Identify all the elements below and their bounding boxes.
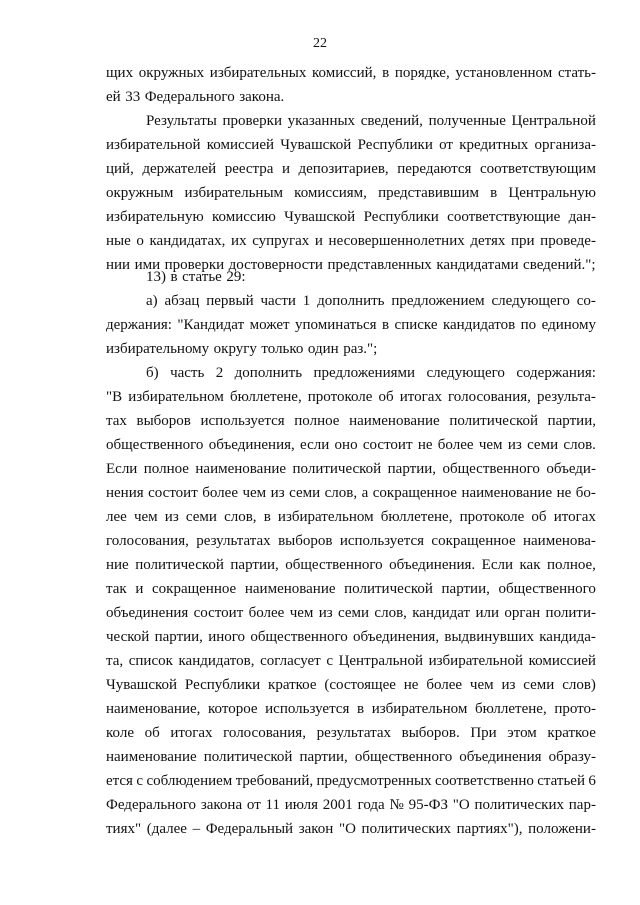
- text-line: голосования, результатах выборов используется сокращенное наименова-: [106, 533, 596, 549]
- text-line: ческой партии, иного общественного объединения, выдвинувших кандида-: [106, 629, 596, 645]
- text-line: тиях" (далее – Федеральный закон "О политических партиях"), положени-: [106, 821, 596, 837]
- text-line: та, список кандидатов, согласует с Центральной избирательной комиссией: [106, 653, 596, 669]
- text-line: объединения состоит более чем из семи слов, кандидат или орган полити-: [106, 605, 596, 621]
- paragraph: [106, 265, 596, 289]
- text-line: ные о кандидатах, их супругах и несовершеннолетних детях при проведе-: [106, 233, 596, 249]
- text-line: наименование политической партии, общественного объединения образу-: [106, 749, 596, 765]
- text-line: избирательному округу только один раз.";: [106, 341, 378, 357]
- text-line: нии ими проверки достоверности представленных кандидатами сведений.";: [106, 257, 596, 273]
- text-line: ей 33 Федерального закона.: [106, 89, 285, 105]
- text-line: тах выборов используется полное наименование политической партии,: [106, 413, 596, 429]
- text-line: ется с соблюдением требований, предусмотренных соответственно статьей 6: [106, 773, 596, 789]
- text-line: коле об итогах голосования, результатах выборов. При этом краткое: [106, 725, 596, 741]
- paragraph: [106, 61, 596, 109]
- text-line: Если полное наименование политической партии, общественного объеди-: [106, 461, 596, 477]
- text-line: Федерального закона от 11 июля 2001 года № 95-ФЗ "О политических пар-: [106, 797, 596, 813]
- text-line: 13) в статье 29:: [146, 269, 246, 285]
- paragraph: [106, 289, 596, 361]
- text-line: избирательной комиссией Чувашской Республики от кредитных организа-: [106, 137, 596, 153]
- text-line: ций, держателей реестра и депозитариев, передаются соответствующим: [106, 161, 596, 177]
- text-line: окружным избирательным комиссиям, представившим в Центральную: [106, 185, 596, 201]
- text-line: а) абзац первый части 1 дополнить предложением следующего со-: [146, 293, 596, 309]
- text-line: Чувашской Республики краткое (состоящее не более чем из семи слов): [106, 677, 596, 693]
- text-line: избирательную комиссию Чувашской Республики соответствующие дан-: [106, 209, 596, 225]
- page-number: 22: [313, 36, 327, 51]
- text-line: Результаты проверки указанных сведений, полученные Центральной: [146, 113, 596, 129]
- paragraph: [106, 361, 596, 841]
- text-line: общественного объединения, если оно состоит не более чем из семи слов.: [106, 437, 596, 453]
- paragraph: [106, 109, 596, 277]
- text-line: "В избирательном бюллетене, протоколе об итогах голосования, результа-: [106, 389, 596, 405]
- text-line: б) часть 2 дополнить предложениями следующего содержания:: [146, 365, 596, 381]
- text-line: держания: "Кандидат может упоминаться в списке кандидатов по единому: [106, 317, 596, 333]
- text-line: нения состоит более чем из семи слов, а сокращенное наименование не бо-: [106, 485, 596, 501]
- text-line: щих окружных избирательных комиссий, в порядке, установленном стать-: [106, 65, 596, 81]
- text-line: ние политической партии, общественного объединения. Если как полное,: [106, 557, 596, 573]
- text-line: лее чем из семи слов, в избирательном бюллетене, протоколе об итогах: [106, 509, 596, 525]
- text-line: наименование, которое используется в избирательном бюллетене, прото-: [106, 701, 596, 717]
- text-line: так и сокращенное наименование политической партии, общественного: [106, 581, 596, 597]
